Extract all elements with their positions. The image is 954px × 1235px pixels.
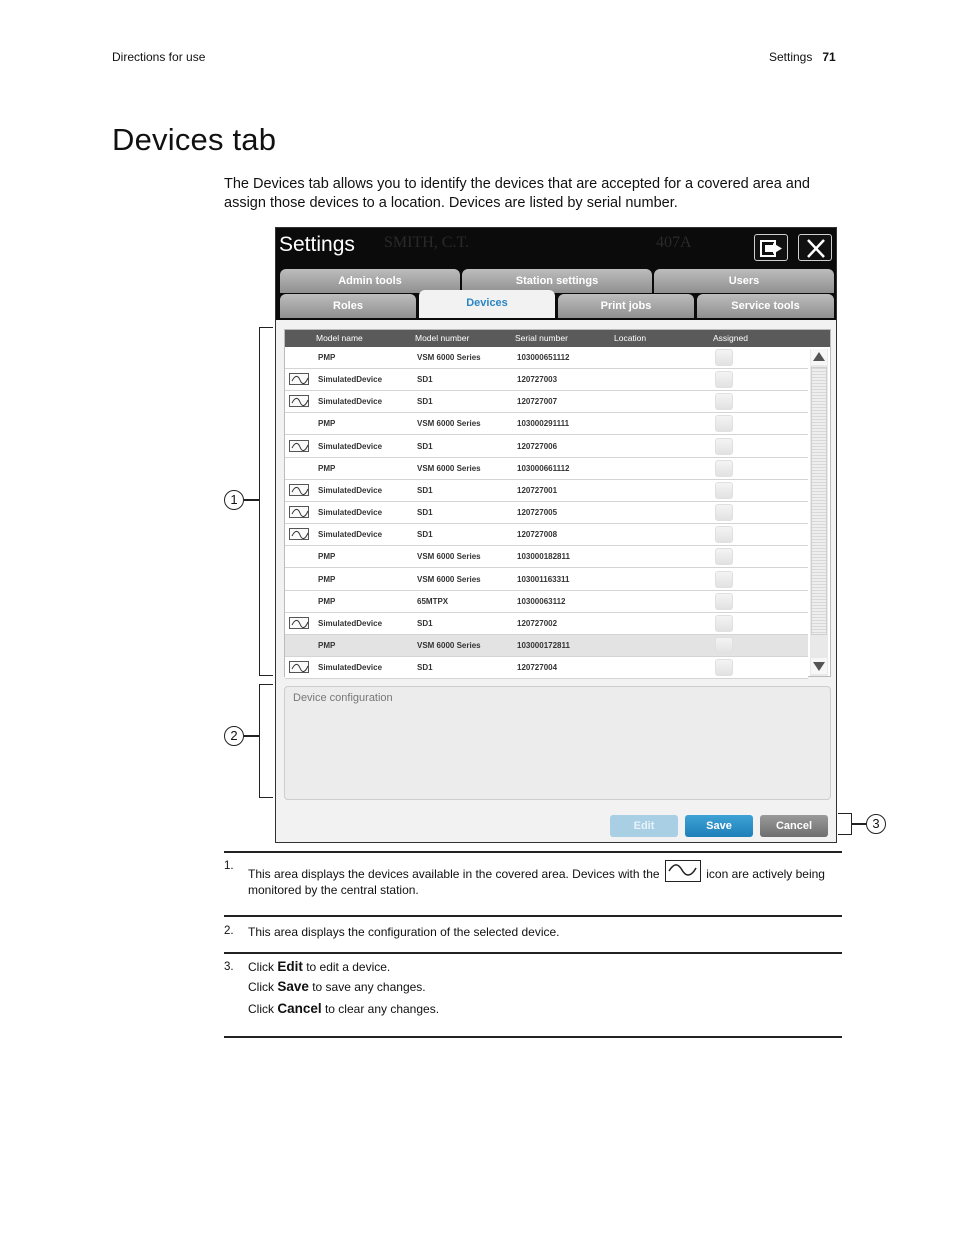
table-row[interactable] xyxy=(285,436,808,458)
callout-leader-1 xyxy=(244,499,259,501)
cell-model-name: SimulatedDevice xyxy=(318,530,383,540)
assigned-checkbox[interactable] xyxy=(715,349,733,366)
table-row[interactable] xyxy=(285,502,808,524)
legend-text-1a: This area displays the devices available in the covered area. Devices with the xyxy=(248,867,660,881)
cell-serial-number: 103000661112 xyxy=(517,463,570,473)
assigned-checkbox[interactable] xyxy=(715,415,733,432)
edit-term: Edit xyxy=(277,959,303,974)
cell-serial-number: 120727006 xyxy=(517,441,558,451)
cell-model-name: SimulatedDevice xyxy=(318,441,383,451)
waveform-icon xyxy=(289,528,309,540)
save-button[interactable]: Save xyxy=(685,815,753,837)
tab-users[interactable]: Users xyxy=(654,269,834,293)
table-row[interactable] xyxy=(285,546,808,568)
assigned-checkbox[interactable] xyxy=(715,637,733,654)
callout-leader-2 xyxy=(244,735,259,737)
assigned-checkbox[interactable] xyxy=(715,460,733,477)
table-row[interactable] xyxy=(285,458,808,480)
legend-number-2: 2. xyxy=(224,925,234,937)
cancel-term: Cancel xyxy=(277,1001,322,1016)
waveform-icon xyxy=(289,617,309,629)
waveform-icon xyxy=(289,661,309,673)
edit-description: to edit a device. xyxy=(306,960,391,974)
callout-bracket-2 xyxy=(259,684,273,798)
tab-station-settings[interactable]: Station settings xyxy=(462,269,652,293)
legend-text-3 xyxy=(248,959,838,1017)
devices-table xyxy=(284,329,831,677)
cell-model-number: SD1 xyxy=(417,618,433,628)
table-row[interactable] xyxy=(285,347,808,369)
cell-serial-number: 120727004 xyxy=(517,663,558,673)
tab-strip xyxy=(276,268,836,320)
callout-1: 1 xyxy=(224,490,244,510)
assigned-checkbox[interactable] xyxy=(715,504,733,521)
tab-admin-tools[interactable]: Admin tools xyxy=(280,269,460,293)
cell-serial-number: 120727008 xyxy=(517,530,558,540)
cell-model-name: SimulatedDevice xyxy=(318,508,383,518)
col-assigned: Assigned xyxy=(713,333,748,343)
running-header-left: Directions for use xyxy=(112,50,206,64)
col-model-name: Model name xyxy=(316,333,363,343)
legend-text-1b: icon are actively being monitored by the central station. xyxy=(248,867,825,897)
click-word: Click xyxy=(248,960,274,974)
assigned-checkbox[interactable] xyxy=(715,482,733,499)
table-row[interactable] xyxy=(285,591,808,613)
scrollbar[interactable] xyxy=(810,349,828,676)
page-title: Devices tab xyxy=(112,122,277,157)
table-row[interactable] xyxy=(285,657,808,679)
col-location: Location xyxy=(614,333,647,343)
cell-model-name: SimulatedDevice xyxy=(318,485,383,495)
cell-model-name: PMP xyxy=(318,574,336,584)
cancel-button[interactable]: Cancel xyxy=(760,815,828,837)
cell-model-name: SimulatedDevice xyxy=(318,663,383,673)
col-serial-number: Serial number xyxy=(515,333,568,343)
intro-paragraph: The Devices tab allows you to identify the devices that are accepted for a covered area and assign those devices to a location. Devices are listed by serial number. xyxy=(224,176,810,211)
table-row[interactable] xyxy=(285,369,808,391)
arrow-down-icon[interactable] xyxy=(811,658,827,674)
waveform-icon xyxy=(289,484,309,496)
cell-model-number: VSM 6000 Series xyxy=(417,552,481,562)
cell-serial-number: 120727001 xyxy=(517,485,558,495)
assigned-checkbox[interactable] xyxy=(715,548,733,565)
legend-rule-bottom xyxy=(224,1036,842,1038)
assigned-checkbox[interactable] xyxy=(715,526,733,543)
waveform-icon xyxy=(289,373,309,385)
section-name: Settings xyxy=(769,50,813,64)
device-configuration-panel xyxy=(284,686,831,800)
cell-model-name: SimulatedDevice xyxy=(318,375,383,385)
save-description: to save any changes. xyxy=(312,980,426,994)
table-row[interactable] xyxy=(285,480,808,502)
table-row[interactable] xyxy=(285,391,808,413)
tab-roles[interactable]: Roles xyxy=(280,294,416,318)
table-row[interactable] xyxy=(285,635,808,657)
click-word: Click xyxy=(248,1002,274,1016)
assigned-checkbox[interactable] xyxy=(715,615,733,632)
legend-rule-2 xyxy=(224,915,842,917)
cell-model-number: SD1 xyxy=(417,663,433,673)
callout-2: 2 xyxy=(224,726,244,746)
callout-3: 3 xyxy=(866,814,886,834)
callout-bracket-1 xyxy=(259,327,273,676)
cell-model-name: PMP xyxy=(318,419,336,429)
table-row[interactable] xyxy=(285,613,808,635)
cell-model-name: PMP xyxy=(318,596,336,606)
cell-model-number: SD1 xyxy=(417,508,433,518)
legend-rule-top xyxy=(224,851,842,853)
scrollbar-thumb[interactable] xyxy=(811,367,827,635)
table-row[interactable] xyxy=(285,524,808,546)
tab-devices[interactable]: Devices xyxy=(419,290,555,318)
cell-model-name: SimulatedDevice xyxy=(318,618,383,628)
cell-model-number: SD1 xyxy=(417,485,433,495)
assigned-checkbox[interactable] xyxy=(715,438,733,455)
cell-model-name: PMP xyxy=(318,353,336,362)
assigned-checkbox[interactable] xyxy=(715,371,733,388)
cell-serial-number: 120727002 xyxy=(517,618,558,628)
callout-leader-3 xyxy=(852,823,866,825)
assigned-checkbox[interactable] xyxy=(715,593,733,610)
waveform-icon xyxy=(289,440,309,452)
cell-model-number: SD1 xyxy=(417,441,433,451)
cell-serial-number: 120727003 xyxy=(517,375,558,385)
cell-model-number: VSM 6000 Series xyxy=(417,419,481,429)
callout-bracket-3 xyxy=(838,813,852,835)
device-configuration-label: Device configuration xyxy=(293,692,393,704)
close-icon[interactable] xyxy=(798,234,832,261)
settings-screenshot xyxy=(275,227,837,843)
arrow-up-icon[interactable] xyxy=(811,349,827,365)
cancel-description: to clear any changes. xyxy=(324,1002,440,1016)
col-model-number: Model number xyxy=(415,333,470,343)
assigned-checkbox[interactable] xyxy=(715,571,733,588)
cell-model-name: PMP xyxy=(318,463,336,473)
tab-print-jobs[interactable]: Print jobs xyxy=(558,294,694,318)
cell-model-number: 65MTPX xyxy=(417,596,449,606)
cell-serial-number: 103000291111 xyxy=(517,419,570,429)
legend-number-3: 3. xyxy=(224,961,234,973)
assigned-checkbox[interactable] xyxy=(715,393,733,410)
app-title: Settings xyxy=(279,233,355,256)
legend-number-1: 1. xyxy=(224,860,234,872)
running-header-right xyxy=(769,50,836,64)
cell-model-name: PMP xyxy=(318,552,336,562)
cell-model-number: VSM 6000 Series xyxy=(417,353,481,362)
click-word: Click xyxy=(248,980,274,994)
cell-serial-number: 103000651112 xyxy=(517,353,570,362)
cell-model-number: VSM 6000 Series xyxy=(417,574,481,584)
table-header xyxy=(285,330,830,347)
cell-serial-number: 103000172811 xyxy=(517,640,570,650)
tab-service-tools[interactable]: Service tools xyxy=(697,294,834,318)
edit-button[interactable]: Edit xyxy=(610,815,678,837)
cell-model-number: VSM 6000 Series xyxy=(417,640,481,650)
cell-serial-number: 120727007 xyxy=(517,397,558,407)
cell-serial-number: 103001163311 xyxy=(517,574,570,584)
cell-model-name: SimulatedDevice xyxy=(318,397,383,407)
table-row[interactable] xyxy=(285,569,808,591)
sign-out-icon[interactable] xyxy=(754,234,788,261)
waveform-icon xyxy=(665,860,701,882)
waveform-icon xyxy=(289,395,309,407)
cell-serial-number: 10300063112 xyxy=(517,596,566,606)
title-bar xyxy=(276,228,836,268)
page-number: 71 xyxy=(822,50,836,64)
table-row[interactable] xyxy=(285,413,808,435)
cell-model-number: SD1 xyxy=(417,397,433,407)
legend-rule-3 xyxy=(224,952,842,954)
cell-model-number: VSM 6000 Series xyxy=(417,463,481,473)
cell-serial-number: 120727005 xyxy=(517,508,558,518)
assigned-checkbox[interactable] xyxy=(715,659,733,676)
legend-text-2: This area displays the configuration of the selected device. xyxy=(248,925,560,939)
cell-model-name: PMP xyxy=(318,640,336,650)
room-ghost: 407A xyxy=(656,234,692,251)
cell-serial-number: 103000182811 xyxy=(517,552,570,562)
cell-model-number: SD1 xyxy=(417,375,433,385)
patient-name-ghost: SMITH, C.T. xyxy=(384,234,470,251)
cell-model-number: SD1 xyxy=(417,530,433,540)
save-term: Save xyxy=(277,979,309,994)
legend-text-1 xyxy=(248,860,838,898)
waveform-icon xyxy=(289,506,309,518)
